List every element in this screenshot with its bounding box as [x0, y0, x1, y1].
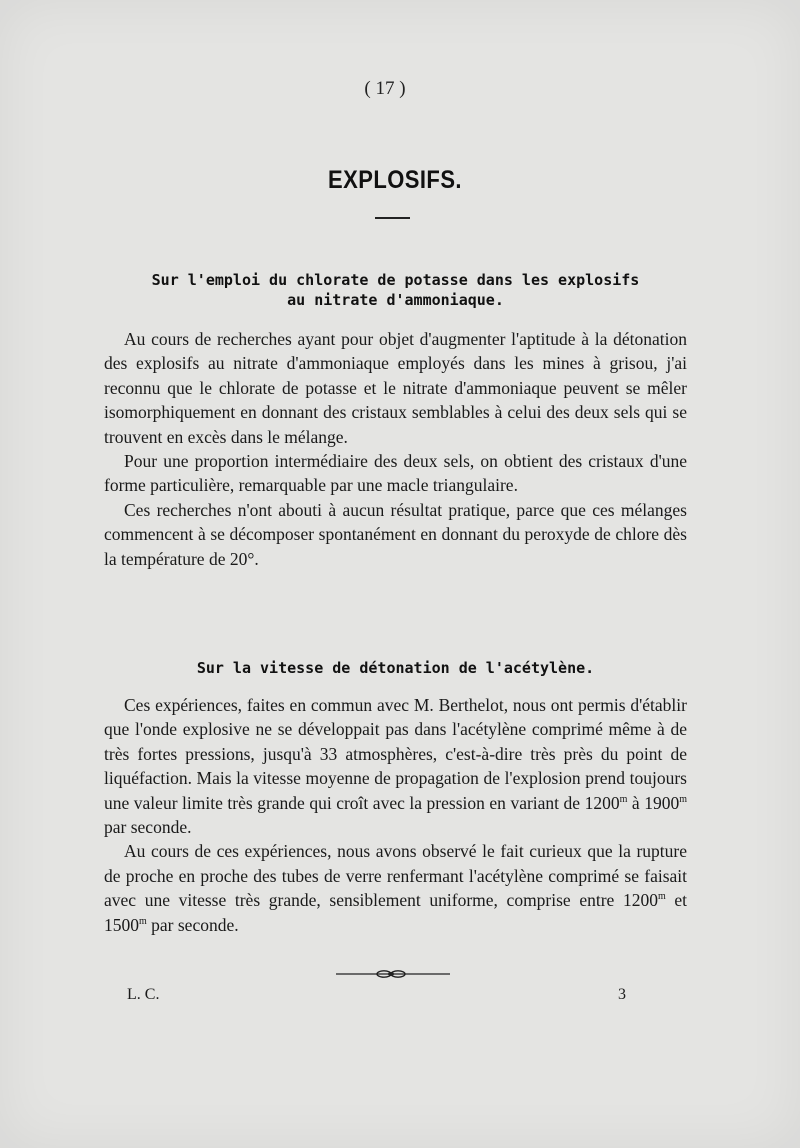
title-rule	[375, 217, 410, 219]
article-heading-chlorate	[104, 270, 687, 310]
article-heading-acetylene: Sur la vitesse de détonation de l'acétylène.	[196, 659, 595, 677]
heading-line-1: Sur l'emploi du chlorate de potasse dans les explosifs	[151, 271, 640, 289]
text: Ces expériences, faites en commun avec M. Berthelot, nous ont permis d'établir que l'onde explosive ne se développait pas dans l'acétylène comprimé même à de très fortes pressions, jusqu'à 33 atmosphères, c'est-à-dire très près du point de liquéfaction. Mais la vitesse moyenne de propagation de l'explosion prend toujours une valeur limite très grande qui croît avec la pression en variant de 1200	[104, 695, 687, 813]
text: par seconde.	[104, 817, 192, 838]
unit-superscript: m	[679, 793, 687, 805]
text: Au cours de ces expériences, nous avons observé le fait curieux que la rupture de proche en proche des tubes de verre renfermant l'acétylène comprimé se faisait avec une vitesse très grande, sensiblement uniforme, comprise entre 1200	[104, 841, 687, 911]
unit-superscript: m	[139, 915, 147, 927]
article-body-chlorate	[104, 327, 687, 571]
end-ornament-icon	[336, 966, 450, 982]
article-body-acetylene	[104, 693, 687, 937]
heading-line-2: au nitrate d'ammoniaque.	[287, 291, 504, 309]
paragraph	[104, 839, 687, 937]
text: et 1500	[104, 890, 687, 935]
signature: L. C.	[127, 986, 160, 1003]
text: par seconde.	[146, 914, 239, 935]
text: à 1900	[627, 792, 680, 813]
unit-superscript: m	[619, 793, 628, 805]
page-number: ( 17 )	[364, 78, 406, 99]
paragraph: Au cours de recherches ayant pour objet d'augmenter l'aptitude à la détonation des explosifs au nitrate d'ammoniaque employés dans les mines à grisou, j'ai reconnu que le chlorate de potasse et le nitrate d'ammoniaque peuvent se mêler isomorphiquement en donnant des cristaux semblables à celui des deux sels qui se trouvent en excès dans le mélange.	[104, 329, 687, 447]
paragraph: Ces recherches n'ont abouti à aucun résultat pratique, parce que ces mélanges commencent à se décomposer spontanément en donnant du peroxyde de chlore dès la température de 20°.	[104, 499, 687, 569]
paragraph: Pour une proportion intermédiaire des deux sels, on obtient des cristaux d'une forme particulière, remarquable par une macle triangulaire.	[104, 451, 687, 496]
section-title: EXPLOSIFS.	[327, 166, 462, 194]
paragraph	[104, 693, 687, 839]
sheet-number: 3	[618, 986, 626, 1003]
unit-superscript: m	[657, 891, 666, 903]
